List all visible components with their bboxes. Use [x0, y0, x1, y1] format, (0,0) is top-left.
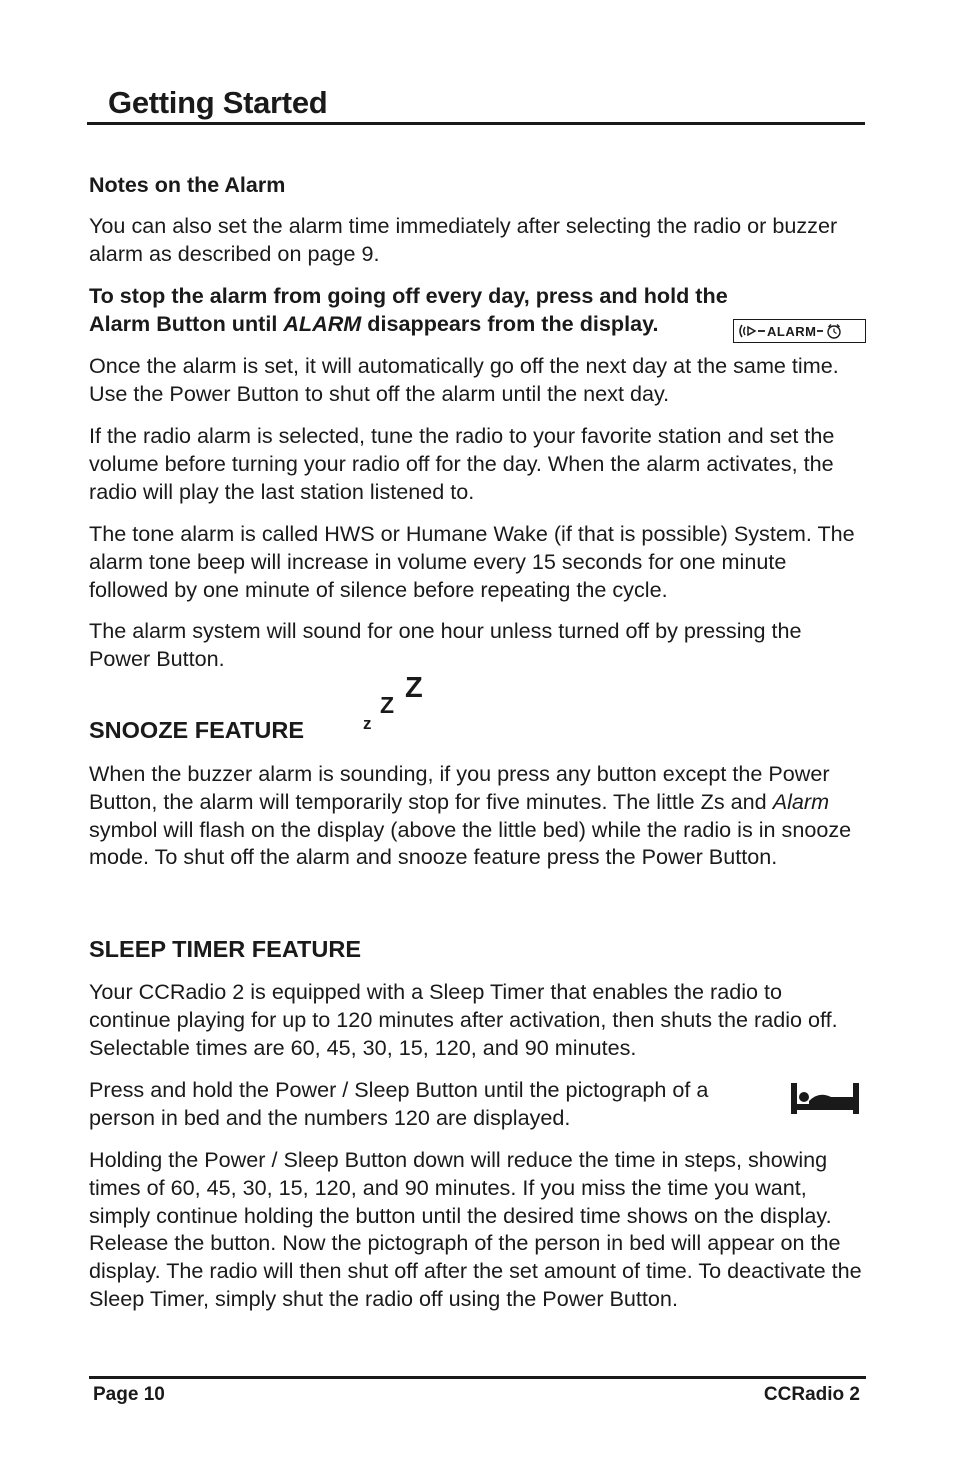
snooze-z-medium: Z [380, 692, 395, 718]
snooze-zzz-icon [363, 672, 443, 738]
product-name: CCRadio 2 [763, 1384, 860, 1405]
snooze-z-large: Z [405, 672, 423, 704]
person-in-bed-icon [789, 1080, 861, 1116]
alarm-indicator-label: ALARM [767, 323, 817, 339]
footer-row [89, 1379, 866, 1406]
sleep-timer-paragraph-3: Holding the Power / Sleep Button down will reduce the time in steps, showing times of 60, 45, 30, 15, 120, and 90 minutes. If you miss the time you want, simply continue holding the button until the desired time shows on the display. Release the button. Now the pictograph of the person in bed will appear on the display. The radio will then shut off after the set amount of time. To deactivate the Sleep Timer, simply shut the radio off using the Power Button. [89, 1147, 862, 1311]
page-title: Getting Started [108, 85, 328, 120]
alarm-notes-paragraph-3: If the radio alarm is selected, tune the radio to your favorite station and set the volume before turning your radio off for the day. When the alarm activates, the radio will play the last station listened to. [89, 423, 835, 504]
alarm-stop-text-start: To stop the alarm from going off every day, press and hold the Alarm Button until [89, 283, 728, 336]
snooze-feature-heading: SNOOZE FEATURE [89, 717, 304, 743]
alarm-stop-alarm-word: ALARM [283, 310, 362, 336]
alarm-stop-instruction [89, 282, 729, 338]
snooze-paragraph [89, 760, 867, 871]
alarm-notes-paragraph-2: Once the alarm is set, it will automatically go off the next day at the same time. Use the Power Button to shut off the alarm until the next day. [89, 353, 839, 406]
alarm-notes-heading: Notes on the Alarm [89, 173, 286, 197]
snooze-text-start: When the buzzer alarm is sounding, if you press any button except the Power Button, the alarm will temporarily stop for five minutes. The little Zs and [89, 761, 830, 814]
alarm-notes-paragraph-5: The alarm system will sound for one hour unless turned off by pressing the Power Button. [89, 618, 802, 671]
snooze-text-end: symbol will flash on the display (above the little bed) while the radio is in snooze mode. To shut off the alarm and snooze feature press the Power Button. [89, 816, 852, 870]
alarm-clock-icon [816, 322, 844, 340]
alarm-indicator-icon [733, 319, 866, 343]
snooze-z-small: z [363, 714, 372, 733]
snooze-alarm-word: Alarm [772, 788, 830, 814]
sleep-timer-paragraph-1: Your CCRadio 2 is equipped with a Sleep Timer that enables the radio to continue playing for up to 120 minutes after activation, then shuts the radio off. Selectable times are 60, 45, 30, 15, 120, and 90 minutes. [89, 979, 838, 1060]
radio-sound-icon [737, 323, 767, 339]
header-divider [87, 122, 865, 125]
alarm-notes-paragraph-1: You can also set the alarm time immediately after selecting the radio or buzzer alarm as described on page 9. [89, 213, 838, 266]
alarm-notes-paragraph-4: The tone alarm is called HWS or Humane Wake (if that is possible) System. The alarm tone beep will increase in volume every 15 seconds for one minute followed by one minute of silence before repeating the cycle. [89, 521, 855, 602]
page-footer [89, 1376, 866, 1406]
page-header [87, 85, 865, 125]
sleep-timer-heading: SLEEP TIMER FEATURE [89, 936, 362, 962]
sleep-timer-paragraph-2: Press and hold the Power / Sleep Button until the pictograph of a person in bed and the numbers 120 are displayed. [89, 1077, 709, 1130]
alarm-stop-text-end: disappears from the display. [361, 310, 659, 336]
page-number: Page 10 [93, 1384, 165, 1405]
